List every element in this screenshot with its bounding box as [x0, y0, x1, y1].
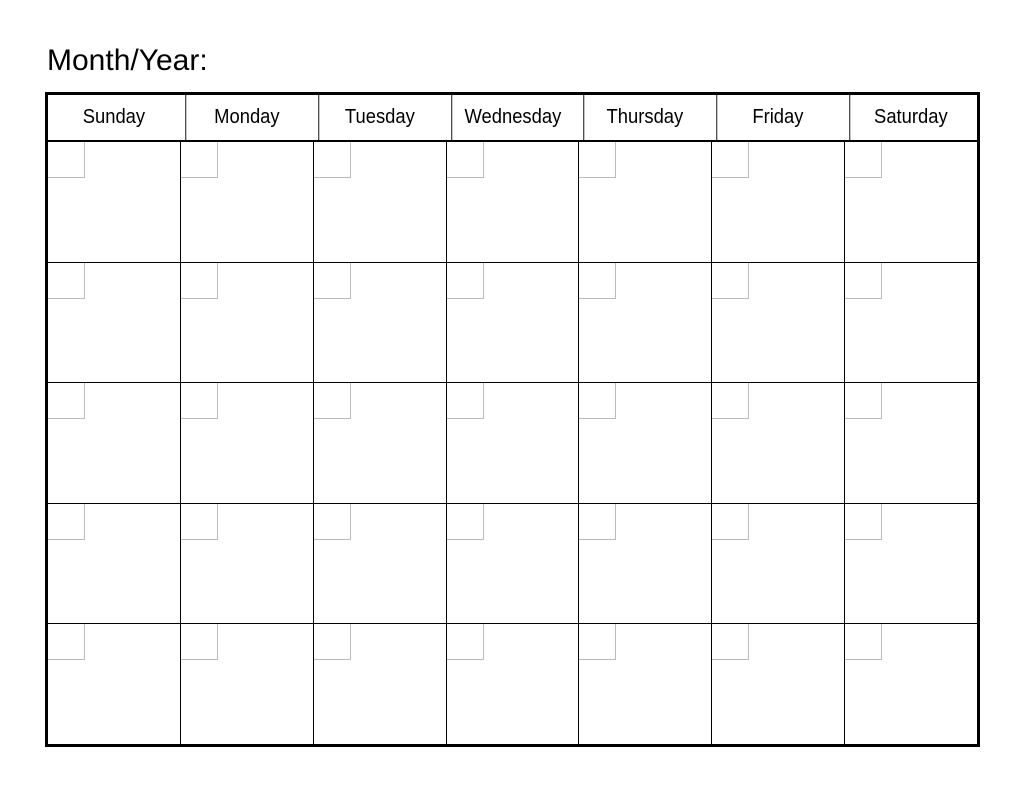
day-cell [446, 142, 579, 262]
page-title: Month/Year: [47, 44, 208, 77]
date-number-box [314, 263, 351, 299]
day-cell [180, 383, 313, 503]
date-number-box [845, 504, 882, 540]
day-cell [48, 263, 180, 383]
date-number-box [845, 383, 882, 419]
day-cell [578, 624, 711, 744]
date-number-box [712, 142, 749, 178]
date-number-box [314, 624, 351, 660]
day-cell [313, 383, 446, 503]
day-cell [313, 624, 446, 744]
day-cell [578, 383, 711, 503]
date-number-box [579, 383, 616, 419]
date-number-box [447, 624, 484, 660]
day-cell [844, 504, 977, 624]
date-number-box [447, 263, 484, 299]
week-rows [48, 142, 977, 744]
date-number-box [314, 383, 351, 419]
day-cell [48, 624, 180, 744]
week-row [48, 142, 977, 262]
date-number-box [48, 142, 85, 178]
date-number-box [48, 624, 85, 660]
date-number-box [181, 383, 218, 419]
day-cell [578, 142, 711, 262]
day-cell [446, 383, 579, 503]
day-cell [180, 142, 313, 262]
date-number-box [845, 624, 882, 660]
date-number-box [712, 383, 749, 419]
weekday-header-tuesday: Tuesday [318, 95, 440, 140]
date-number-box [845, 263, 882, 299]
date-number-box [579, 142, 616, 178]
day-cell [313, 263, 446, 383]
day-cell [844, 142, 977, 262]
date-number-box [48, 263, 85, 299]
date-number-box [314, 142, 351, 178]
day-cell [578, 263, 711, 383]
day-cell [711, 504, 844, 624]
date-number-box [447, 504, 484, 540]
weekday-header-row [48, 95, 977, 142]
day-cell [48, 142, 180, 262]
weekday-header-friday: Friday [717, 95, 839, 140]
day-cell [313, 142, 446, 262]
day-cell [446, 504, 579, 624]
day-cell [48, 504, 180, 624]
day-cell [578, 504, 711, 624]
weekday-header-saturday: Saturday [849, 95, 971, 140]
date-number-box [181, 624, 218, 660]
weekday-header-sunday: Sunday [82, 106, 146, 128]
date-number-box [447, 383, 484, 419]
day-cell [313, 504, 446, 624]
day-cell [711, 263, 844, 383]
date-number-box [181, 504, 218, 540]
date-number-box [181, 263, 218, 299]
week-row [48, 503, 977, 624]
date-number-box [48, 383, 85, 419]
date-number-box [447, 142, 484, 178]
day-cell [711, 624, 844, 744]
day-cell [844, 624, 977, 744]
day-cell [180, 624, 313, 744]
calendar-grid [45, 92, 980, 747]
week-row [48, 382, 977, 503]
date-number-box [579, 263, 616, 299]
day-cell [180, 504, 313, 624]
weekday-header-monday: Monday [185, 95, 307, 140]
day-cell [180, 263, 313, 383]
day-cell [446, 263, 579, 383]
date-number-box [845, 142, 882, 178]
date-number-box [181, 142, 218, 178]
week-row [48, 262, 977, 383]
weekday-header-wednesday: Wednesday [451, 95, 573, 140]
day-cell [711, 142, 844, 262]
date-number-box [314, 504, 351, 540]
date-number-box [579, 624, 616, 660]
date-number-box [48, 504, 85, 540]
day-cell [844, 263, 977, 383]
date-number-box [579, 504, 616, 540]
day-cell [844, 383, 977, 503]
day-cell [446, 624, 579, 744]
day-cell [48, 383, 180, 503]
weekday-header-thursday: Thursday [584, 95, 706, 140]
date-number-box [712, 504, 749, 540]
date-number-box [712, 624, 749, 660]
date-number-box [712, 263, 749, 299]
day-cell [711, 383, 844, 503]
week-row [48, 623, 977, 744]
